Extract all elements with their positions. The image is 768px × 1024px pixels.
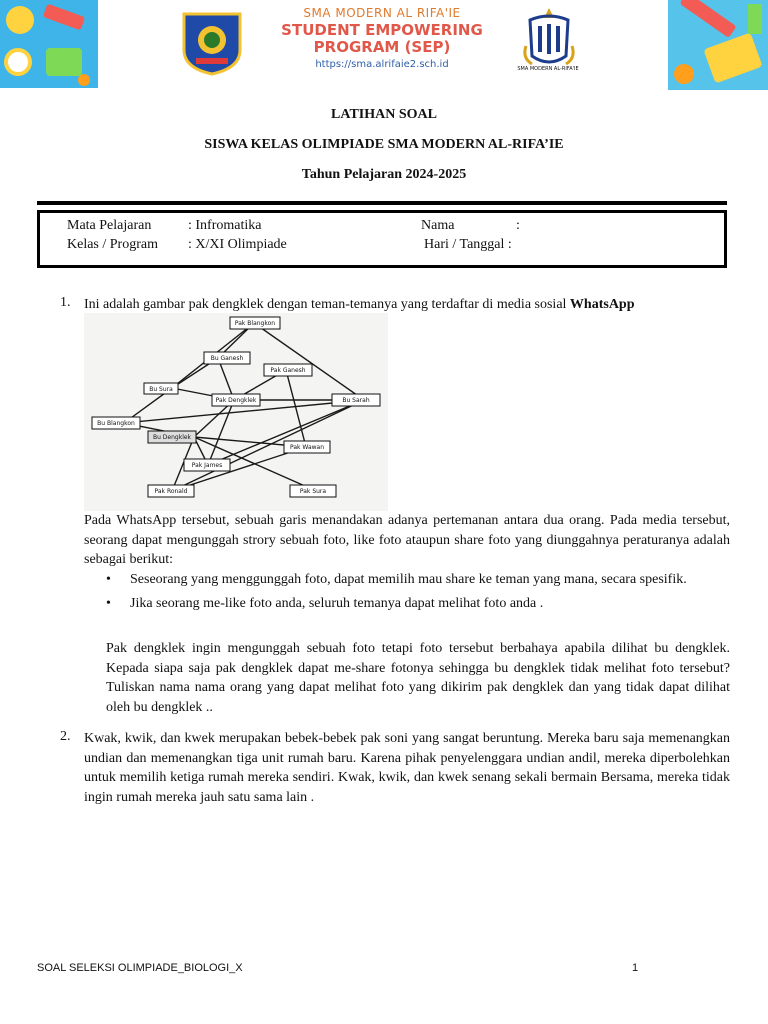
rule-text: Seseorang yang menggunggah foto, dapat memilih mau share ke teman yang mana, secara spesifik.	[130, 572, 687, 587]
svg-text:Pak Ganesh: Pak Ganesh	[270, 367, 306, 374]
svg-text:Pak Sura: Pak Sura	[299, 488, 327, 495]
svg-text:Pak Wawan: Pak Wawan	[289, 444, 325, 451]
question-1-intro-text: Ini adalah gambar pak dengklek dengan teman-temanya yang terdaftar di media sosial	[84, 297, 567, 312]
node-bu-sura	[144, 383, 178, 394]
svg-text:Pak Blangkon: Pak Blangkon	[234, 320, 276, 327]
node-pak-blangkon	[230, 317, 280, 329]
date-label: Hari / Tanggal :	[424, 237, 512, 252]
svg-text:Bu Blangkon: Bu Blangkon	[97, 420, 135, 427]
svg-text:Pak Ronald: Pak Ronald	[154, 488, 188, 495]
question-2-number: 2.	[60, 729, 71, 744]
document-titles	[0, 104, 768, 194]
svg-text:Bu Ganesh: Bu Ganesh	[210, 355, 244, 362]
node-pak-sura	[290, 485, 336, 497]
svg-text:Pak Dengklek: Pak Dengklek	[215, 397, 257, 404]
name-colon: :	[516, 218, 520, 233]
school-emblem-logo	[178, 10, 246, 76]
whatsapp-friendship-graph	[84, 313, 388, 511]
program-title: STUDENT EMPOWERING PROGRAM (SEP)	[281, 21, 483, 56]
question-1-number: 1.	[60, 295, 71, 310]
subject-value: : Infromatika	[188, 218, 262, 233]
class-value: : X/XI Olimpiade	[188, 237, 287, 252]
student-identity-box	[37, 210, 727, 268]
name-label: Nama	[421, 218, 455, 233]
node-pak-wawan	[284, 441, 330, 453]
rule-item	[106, 570, 730, 590]
question-2-text: Kwak, kwik, dan kwek merupakan bebek-bebek pak soni yang sangat beruntung. Mereka baru saja memenangkan undian dan memenangkan tiga unit rumah baru. Karena pihak penyelenggara undian andil, mereka diperbolehkan untuk memilih ketiga rumah mereka sendiri. Kwak, kwik, dan kwek senang sekali bermain Bersama, mereka tidak ingin rumah mereka jauh satu sama lain .	[84, 731, 730, 805]
node-bu-sarah	[332, 394, 380, 406]
title-exercise: LATIHAN SOAL	[331, 107, 437, 122]
node-pak-ganesh	[264, 364, 312, 376]
node-bu-blangkon	[92, 417, 140, 429]
question-1-paragraph: Pada WhatsApp tersebut, sebuah garis menandakan adanya pertemanan antara dua orang. Pada media tersebut, seorang dapat mengunggah strory sebuah foto, like foto ataupun share foto yang diunggahnya peraturanya adalah sebagai berikut:	[84, 513, 730, 567]
school-name: SMA MODERN AL RIFA'IE	[303, 6, 461, 20]
page-header	[0, 0, 768, 90]
svg-text:Bu Sarah: Bu Sarah	[342, 397, 370, 404]
program-brand	[262, 6, 502, 70]
school-supplies-decoration-right	[668, 0, 768, 90]
footer-document-label: SOAL SELEKSI OLIMPIADE_BIOLOGI_X	[37, 962, 243, 974]
school-url[interactable]: https://sma.alrifaie2.sch.id	[315, 59, 449, 70]
node-bu-dengklek	[148, 431, 196, 443]
question-1-rules-list	[106, 570, 730, 617]
title-year: Tahun Pelajaran 2024-2025	[301, 167, 467, 182]
subject-label: Mata Pelajaran	[67, 218, 152, 233]
bullet-icon: •	[106, 595, 111, 611]
rule-text: Jika seorang me-like foto anda, seluruh temanya dapat melihat foto anda .	[130, 595, 544, 611]
node-pak-ronald	[148, 485, 194, 497]
footer-page-number: 1	[632, 962, 639, 974]
question-1-intro-bold: WhatsApp	[569, 297, 635, 312]
class-label: Kelas / Program	[67, 237, 158, 252]
title-class: SISWA KELAS OLIMPIADE SMA MODERN AL-RIFA’IE	[204, 137, 564, 152]
node-pak-dengklek	[212, 394, 260, 406]
bullet-icon: •	[106, 572, 111, 587]
node-bu-ganesh	[204, 352, 250, 364]
school-supplies-decoration-left	[0, 0, 98, 88]
question-1-task: Pak dengklek ingin mengunggah sebuah foto tetapi foto tersebut berbahaya apabila dilihat bu dengklek. Kepada siapa saja pak dengklek dapat me-share fotonya sehingga bu dengklek tidak melihat foto tersebut? Tuliskan nama nama orang yang dapat melihat foto yang dikirim pak dengklek dan yang tidak dapat dilihat oleh bu dengklek ..	[106, 641, 730, 715]
thick-divider	[37, 201, 727, 205]
node-pak-james	[184, 459, 230, 471]
svg-text:Bu Dengklek: Bu Dengklek	[152, 434, 192, 441]
crest-caption: SMA MODERN AL-RIFA'IE	[517, 66, 579, 72]
question-1-intro	[84, 295, 734, 315]
rule-item	[106, 594, 730, 614]
svg-text:Bu Sura: Bu Sura	[149, 386, 173, 393]
svg-text:Pak James: Pak James	[191, 462, 223, 469]
